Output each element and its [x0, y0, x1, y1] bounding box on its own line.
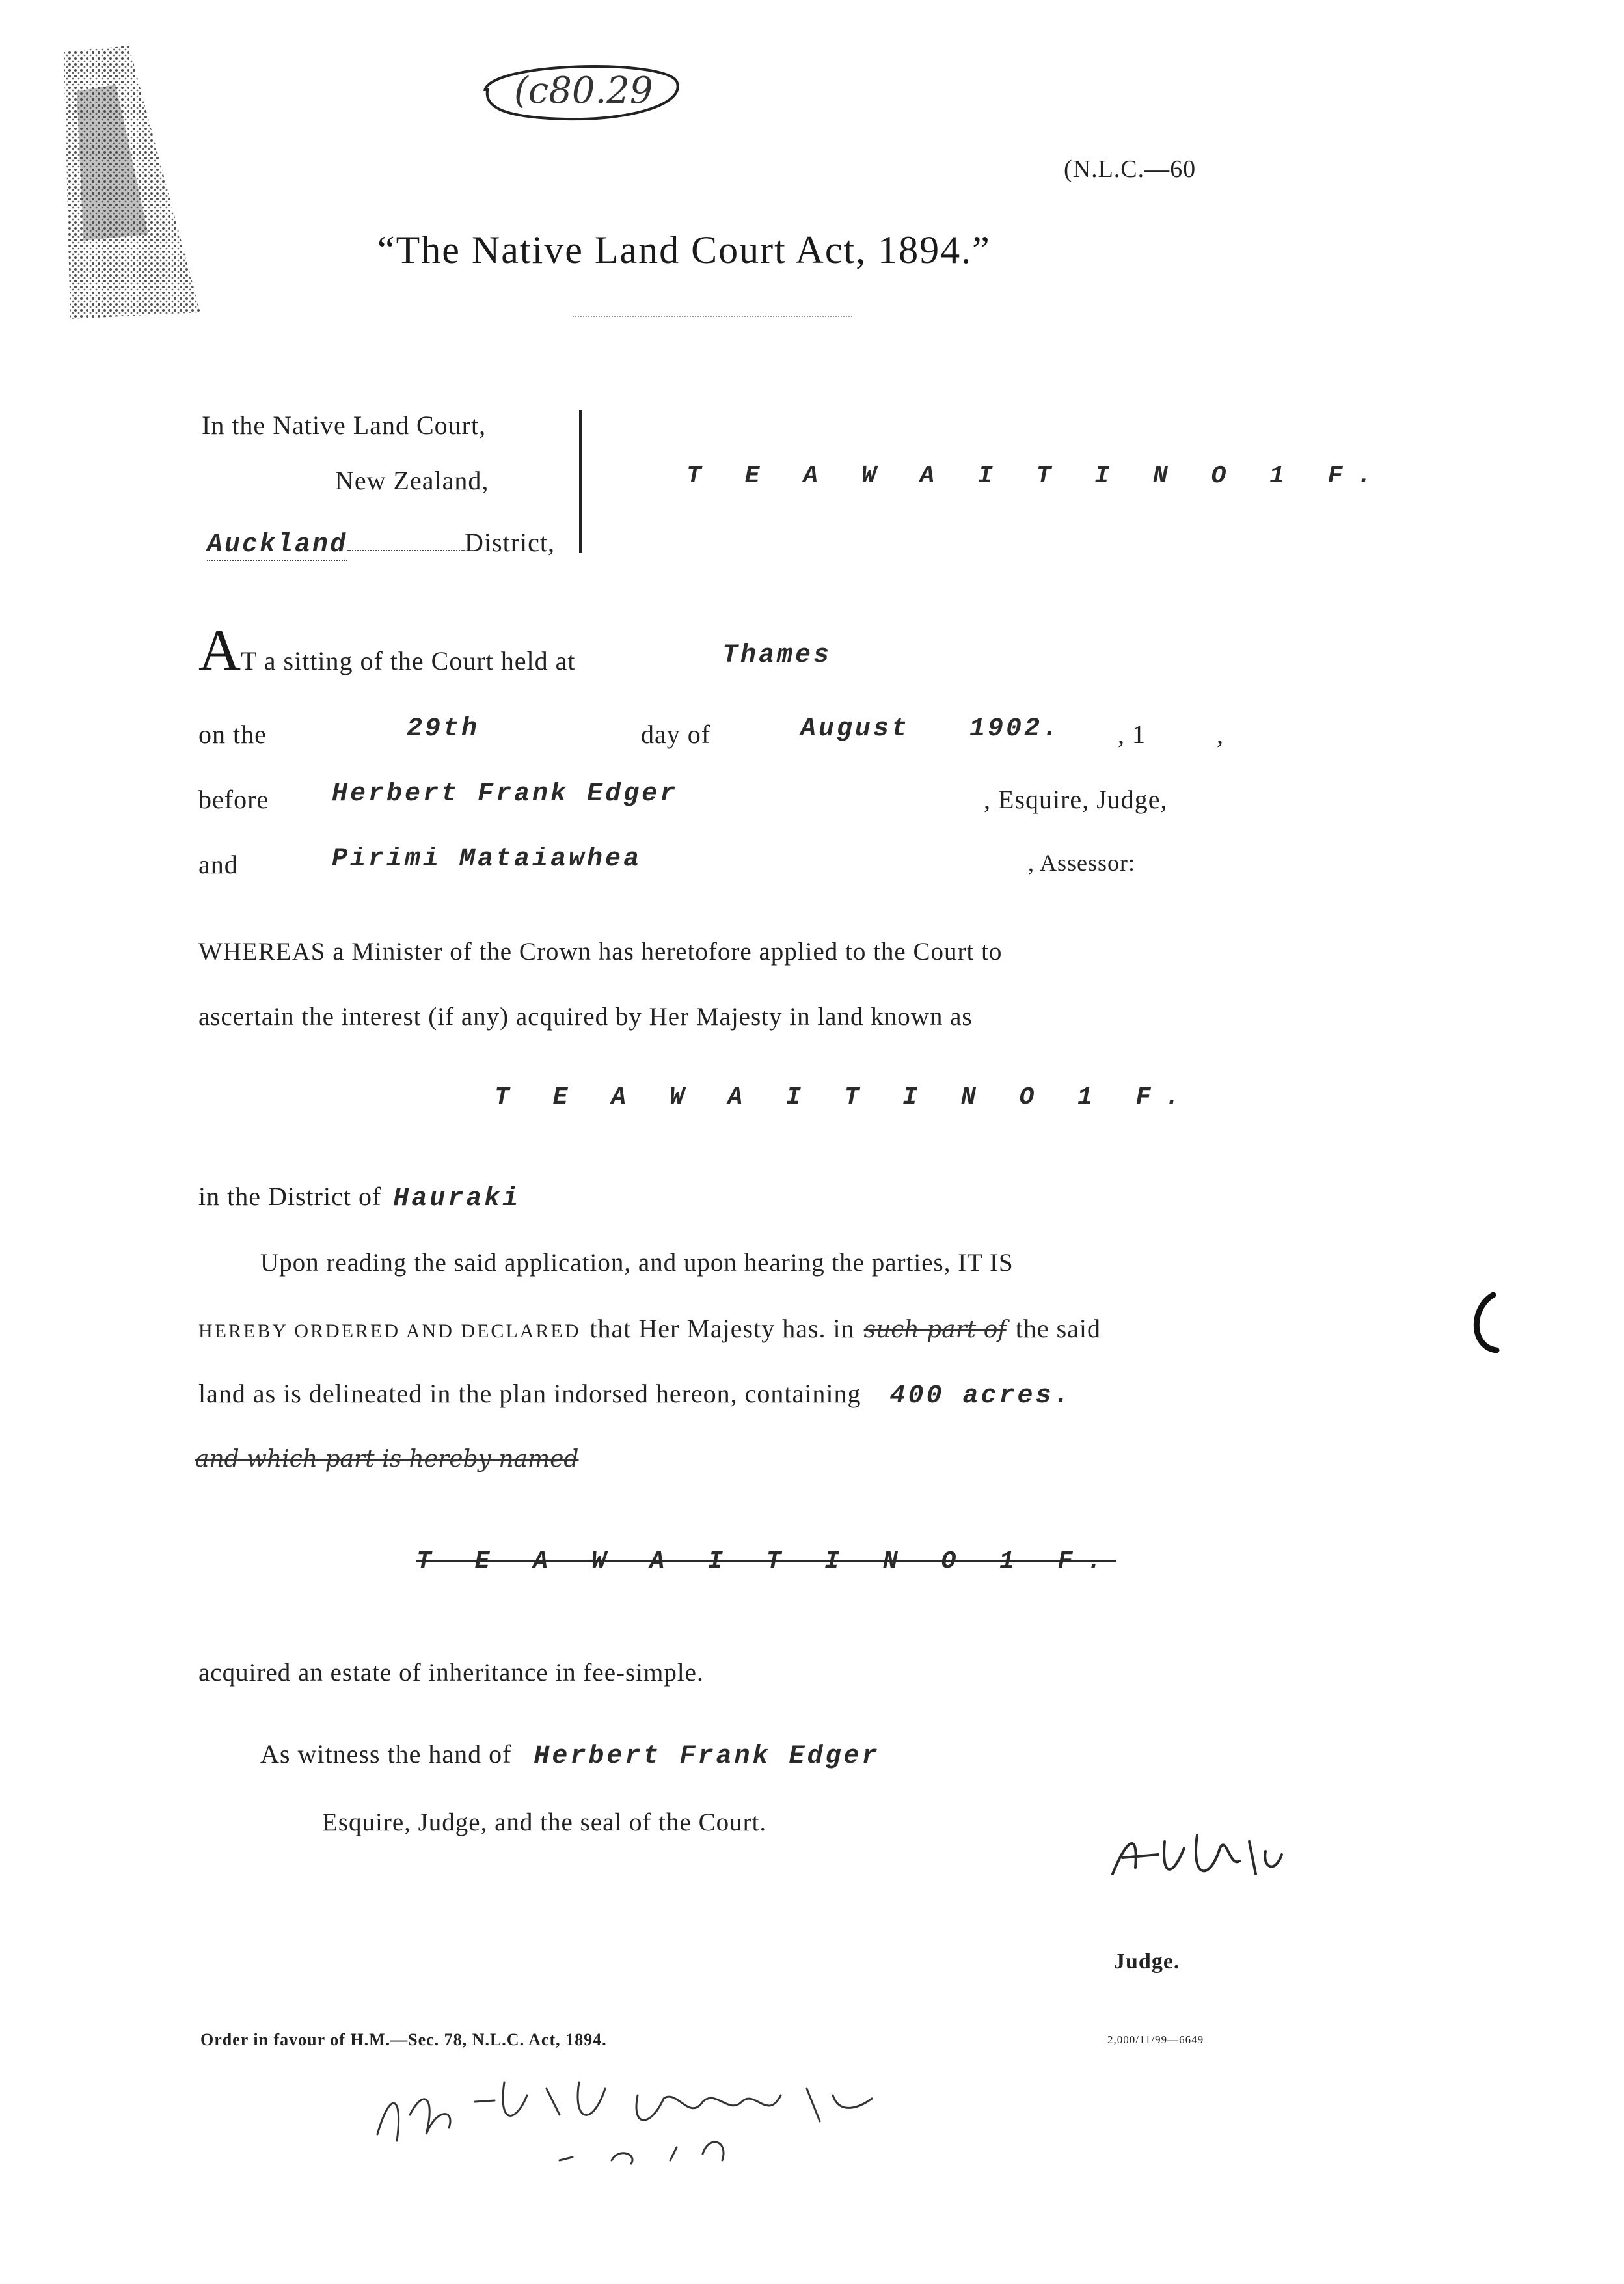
sitting-intro: T a sitting of the Court held at — [241, 646, 576, 675]
area-value: 400 acres. — [889, 1381, 1072, 1411]
assessor-name: Pirimi Mataiawhea — [332, 845, 642, 874]
order-line-3-text: land as is delineated in the plan indorsed hereon, containing — [198, 1379, 861, 1408]
whereas-line-2: ascertain the interest (if any) acquired by Her Majesty in land known as — [198, 1003, 973, 1031]
court-seal — [51, 39, 213, 325]
struck-name: T E A W A I T I N O 1 F. — [416, 1547, 1116, 1575]
whereas-line-1: WHEREAS a Minister of the Crown has heretofore applied to the Court to — [198, 938, 1003, 966]
court-block-name: T E A W A I T I N O 1 F. — [686, 462, 1387, 490]
endorsement-scribble-icon — [364, 2050, 937, 2180]
signature-icon — [1100, 1802, 1288, 1900]
district-value: Hauraki — [393, 1184, 521, 1214]
year-comma: , — [1217, 720, 1224, 749]
district-line — [198, 1181, 521, 1214]
file-reference — [468, 55, 690, 127]
file-reference-text: (c80.29 — [514, 70, 653, 112]
acquired-line: acquired an estate of inheritance in fee-simple. — [198, 1659, 704, 1687]
district-name: Auckland — [207, 530, 348, 560]
judge-title: , Esquire, Judge, — [984, 785, 1168, 814]
order-line-2-text: that Her Majesty has. in — [589, 1314, 855, 1343]
order-line-3 — [198, 1378, 1072, 1411]
bracket-mark-icon — [1467, 1288, 1506, 1366]
order-declared: HEREBY ORDERED AND DECLARED — [198, 1320, 581, 1342]
order-line-2-end: the said — [1015, 1314, 1102, 1343]
struck-line: and which part is hereby named — [195, 1446, 579, 1473]
land-name: T E A W A I T I N O 1 F. — [494, 1083, 1195, 1111]
seal-stamp-icon — [51, 39, 213, 325]
footer-print-code: 2,000/11/99—6649 — [1107, 2033, 1204, 2046]
judge-label: Judge. — [1114, 1950, 1180, 1974]
title-rule — [573, 316, 852, 317]
district-prefix: in the District of — [198, 1182, 382, 1211]
footer-order-note: Order in favour of H.M.—Sec. 78, N.L.C. Act, 1894. — [200, 2030, 607, 2049]
witness-prefix: As witness the hand of — [260, 1739, 512, 1769]
margin-mark — [1467, 1288, 1506, 1366]
and-label: and — [198, 850, 238, 879]
court-district — [207, 527, 555, 560]
sitting-day: 29th — [407, 714, 480, 744]
form-code: (N.L.C.—60 — [1064, 156, 1197, 183]
year-print: , 1 — [1118, 720, 1146, 749]
assessor-title: , Assessor: — [1028, 850, 1136, 876]
judge-signature — [1100, 1802, 1288, 1900]
witness-line — [260, 1739, 880, 1771]
before-label: before — [198, 785, 269, 814]
witness-suffix: Esquire, Judge, and the seal of the Court. — [322, 1808, 767, 1836]
order-line-2 — [198, 1313, 1101, 1344]
court-line-2: New Zealand, — [335, 466, 489, 495]
day-of-label: day of — [641, 720, 711, 749]
sitting-line — [198, 618, 576, 683]
sitting-month: August — [800, 714, 910, 744]
order-struck-phrase: such part of — [863, 1316, 1007, 1343]
sitting-place: Thames — [722, 641, 832, 670]
drop-cap: A — [198, 618, 241, 683]
order-line-1: Upon reading the said application, and upon hearing the parties, IT IS — [260, 1249, 1014, 1277]
handwritten-endorsement — [364, 2050, 937, 2180]
court-bracket — [579, 410, 584, 553]
district-rule — [347, 550, 465, 551]
district-label: District, — [465, 528, 556, 557]
on-the-label: on the — [198, 720, 267, 749]
witness-judge: Herbert Frank Edger — [534, 1742, 880, 1771]
sitting-year: 1902. — [969, 714, 1061, 744]
court-line-1: In the Native Land Court, — [202, 411, 487, 440]
judge-name: Herbert Frank Edger — [332, 780, 679, 809]
act-title: “The Native Land Court Act, 1894.” — [377, 228, 991, 271]
